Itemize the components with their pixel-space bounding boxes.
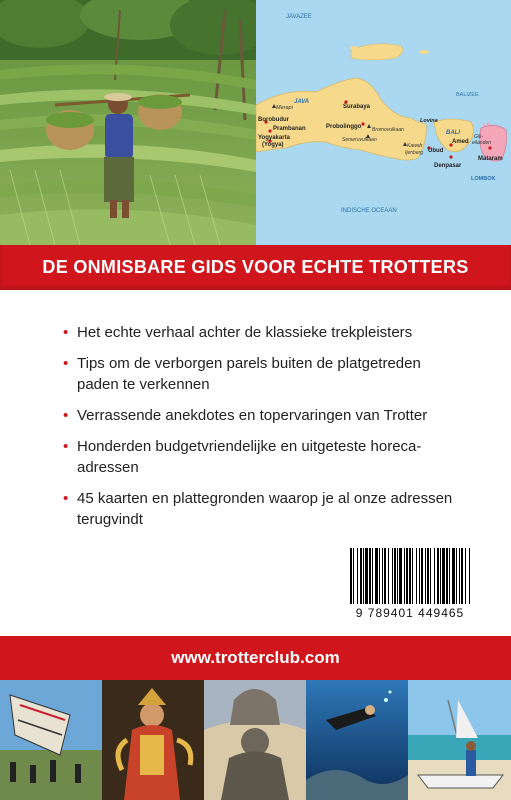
website-url[interactable]: www.trotterclub.com — [171, 648, 340, 667]
map-label-merapi: Merapi — [276, 105, 293, 111]
isbn-number: 9 789401 449465 — [355, 606, 465, 620]
list-item — [63, 322, 463, 343]
list-item — [63, 488, 463, 530]
bullet-icon: • — [63, 324, 69, 341]
feature-list — [63, 322, 463, 540]
list-item-text: Het echte verhaal achter de klassieke trekpleisters — [77, 324, 413, 341]
list-item-text: Tips om de verborgen parels buiten de platgetreden paden te verkennen — [77, 355, 421, 393]
map-label-ijenberg: Ijenberg — [405, 150, 424, 156]
map-label-gili: Gili- — [474, 134, 483, 140]
list-item — [63, 405, 463, 426]
map-label-probolinggo: Probolinggo — [326, 124, 362, 130]
website-banner — [0, 636, 511, 680]
map-label-yogyakarta: Yogyakarta — [258, 135, 290, 141]
map-label-balizee: BALIZEE — [456, 92, 479, 98]
map-label-javazee: JAVAZEE — [286, 14, 312, 20]
rice-terrace-photo — [0, 0, 256, 245]
list-item-text: 45 kaarten en plattegronden waarop je al onze adressen terugvindt — [77, 490, 453, 528]
list-item — [63, 353, 463, 395]
beach-boat-photo — [408, 680, 511, 800]
cover-top-images — [0, 0, 511, 245]
kite-festival-photo — [0, 680, 102, 800]
list-item-text: Honderden budgetvriendelijke en uitgeteste horeca-adressen — [77, 438, 422, 476]
borobudur-buddha-photo — [204, 680, 306, 800]
tagline-text: DE ONMISBARE GIDS VOOR ECHTE TROTTERS — [42, 257, 469, 277]
bullet-icon: • — [63, 355, 69, 372]
balinese-dancer-photo — [102, 680, 204, 800]
tagline-banner — [0, 245, 511, 290]
map-label-java: JAVA — [294, 99, 310, 105]
map-label-kawah: Kawah — [407, 143, 423, 149]
map-label-bromovulkaan: Bromovulkaan — [372, 127, 404, 133]
isbn-barcode — [348, 548, 472, 622]
barcode-bars — [348, 548, 472, 604]
map-label-lombok: LOMBOK — [471, 176, 496, 182]
map-label-lovina: Lovina — [420, 118, 438, 124]
map-label-prambanan: Prambanan — [273, 126, 306, 132]
photo-strip — [0, 680, 511, 800]
diver-photo — [306, 680, 408, 800]
map-label-bali: BALI — [446, 130, 460, 136]
rice-terrace-illustration — [0, 0, 256, 245]
map-label-yogya: (Yogya) — [262, 142, 284, 148]
list-item-text: Verrassende anekdotes en topervaringen van Trotter — [77, 407, 428, 424]
bullet-icon: • — [63, 407, 69, 424]
bullet-icon: • — [63, 490, 69, 507]
map-label-denpasar: Denpasar — [434, 163, 462, 169]
bullet-icon: • — [63, 438, 69, 455]
map-label-mataram: Mataram — [478, 156, 503, 162]
map-label-ubud: Ubud — [428, 148, 444, 154]
map-label-indische-oceaan: INDISCHE OCEAAN — [341, 208, 397, 214]
map-label-eilanden: eilanden — [472, 140, 491, 146]
map-label-semeruvulkaan: Semeruvulkaan — [342, 137, 377, 143]
list-item — [63, 436, 463, 478]
map-label-surabaya: Surabaya — [343, 104, 371, 110]
map-label-amed: Amed — [452, 139, 469, 145]
map-label-borobudur: Borobudur — [258, 117, 289, 123]
java-bali-map — [256, 0, 511, 245]
